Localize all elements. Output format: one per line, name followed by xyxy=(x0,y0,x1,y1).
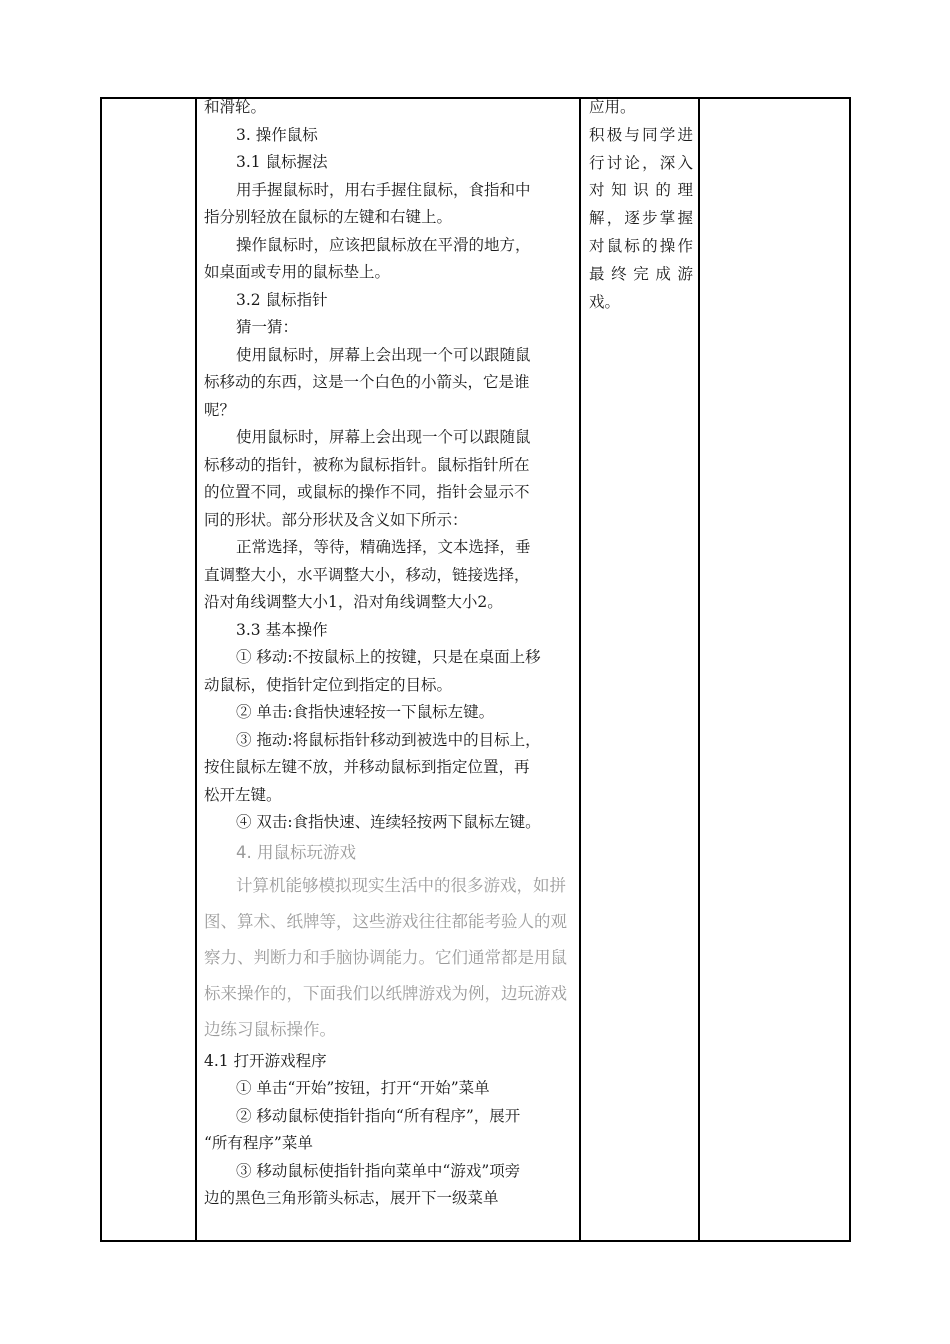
content-line: ④ 双击:食指快速、连续轻按两下鼠标左键。 xyxy=(236,813,541,831)
content-line: 标移动的东西，这是一个白色的小箭头，它是谁 xyxy=(204,373,530,391)
content-line: 按住鼠标左键不放，并移动鼠标到指定位置，再 xyxy=(204,758,530,776)
content-line: 用手握鼠标时，用右手握住鼠标，食指和中 xyxy=(236,180,531,199)
content-line: 动鼠标，使指针定位到指定的目标。 xyxy=(204,675,453,694)
content-line: 使用鼠标时，屏幕上会出现一个可以跟随鼠 xyxy=(236,345,531,364)
content-line: 和滑轮。 xyxy=(204,98,267,116)
activity-line: 戏。 xyxy=(589,292,621,311)
content-line: ② 单击:食指快速轻按一下鼠标左键。 xyxy=(236,703,495,721)
content-line: “所有程序”菜单 xyxy=(204,1134,313,1152)
content-line: 操作鼠标时，应该把鼠标放在平滑的地方， xyxy=(236,235,531,254)
content-line: 的位置不同，或鼠标的操作不同，指针会显示不 xyxy=(204,483,530,501)
content-line: 呢？ xyxy=(204,400,236,419)
content-line: 计算机能够模拟现实生活中的很多游戏，如拼 xyxy=(236,875,566,895)
activity-line: 对知识的理 xyxy=(589,181,693,200)
content-line: ① 移动:不按鼠标上的按键，只是在桌面上移 xyxy=(236,648,541,666)
table-border-right xyxy=(849,97,851,1242)
content-line: 使用鼠标时，屏幕上会出现一个可以跟随鼠 xyxy=(236,428,531,446)
activity-line: 应用。 xyxy=(589,98,636,116)
activity-line: 最终完成游 xyxy=(589,264,693,283)
content-line: 4.1 打开游戏程序 xyxy=(204,1051,327,1070)
content-line: ③ 拖动:将鼠标指针移动到被选中的目标上， xyxy=(236,730,541,749)
content-line: ① 单击“开始”按钮，打开“开始”菜单 xyxy=(236,1079,490,1097)
content-line: 指分别轻放在鼠标的左键和右键上。 xyxy=(204,208,453,226)
activity-line: 解，逐步掌握 xyxy=(589,209,693,228)
content-line: 如桌面或专用的鼠标垫上。 xyxy=(204,263,391,281)
content-line: 图、算术、纸牌等，这些游戏往往都能考验人的观 xyxy=(204,911,567,931)
student-activity-cell xyxy=(589,94,693,316)
content-line: 沿对角线调整大小1，沿对角线调整大小2。 xyxy=(204,593,503,611)
content-line: 同的形状。部分形状及含义如下所示： xyxy=(204,510,468,529)
content-line: 3. 操作鼠标 xyxy=(236,125,318,144)
table-divider-1 xyxy=(195,97,197,1242)
content-line: 4. 用鼠标玩游戏 xyxy=(236,842,356,862)
content-line: 3.2 鼠标指针 xyxy=(236,290,328,309)
content-line: 猜一猜： xyxy=(236,318,299,336)
activity-line: 行讨论，深入 xyxy=(589,153,693,172)
content-line: 松开左键。 xyxy=(204,785,282,804)
content-line: 正常选择，等待，精确选择，文本选择，垂 xyxy=(236,538,531,556)
content-line: ② 移动鼠标使指针指向“所有程序”，展开 xyxy=(236,1106,521,1125)
content-line: 察力、判断力和手脑协调能力。它们通常都是用鼠 xyxy=(204,947,567,967)
content-line: ③ 移动鼠标使指针指向菜单中“游戏”项旁 xyxy=(236,1161,521,1180)
content-line: 3.3 基本操作 xyxy=(236,620,328,639)
table-divider-3 xyxy=(698,97,700,1242)
activity-line: 对鼠标的操作 xyxy=(589,236,693,255)
content-line: 边的黑色三角形箭头标志，展开下一级菜单 xyxy=(204,1189,499,1207)
content-line: 标来操作的，下面我们以纸牌游戏为例，边玩游戏 xyxy=(204,983,567,1003)
activity-line: 积极与同学进 xyxy=(589,125,693,144)
table-border-left xyxy=(100,97,102,1242)
table-bottom-border xyxy=(100,1240,851,1242)
content-line: 3.1 鼠标握法 xyxy=(236,153,328,171)
content-line: 标移动的指针，被称为鼠标指针。鼠标指针所在 xyxy=(204,455,530,474)
teaching-content-cell xyxy=(204,94,576,1213)
table-divider-2 xyxy=(579,97,581,1242)
content-line: 边练习鼠标操作。 xyxy=(204,1019,336,1039)
content-line: 直调整大小，水平调整大小，移动，链接选择， xyxy=(204,565,530,584)
